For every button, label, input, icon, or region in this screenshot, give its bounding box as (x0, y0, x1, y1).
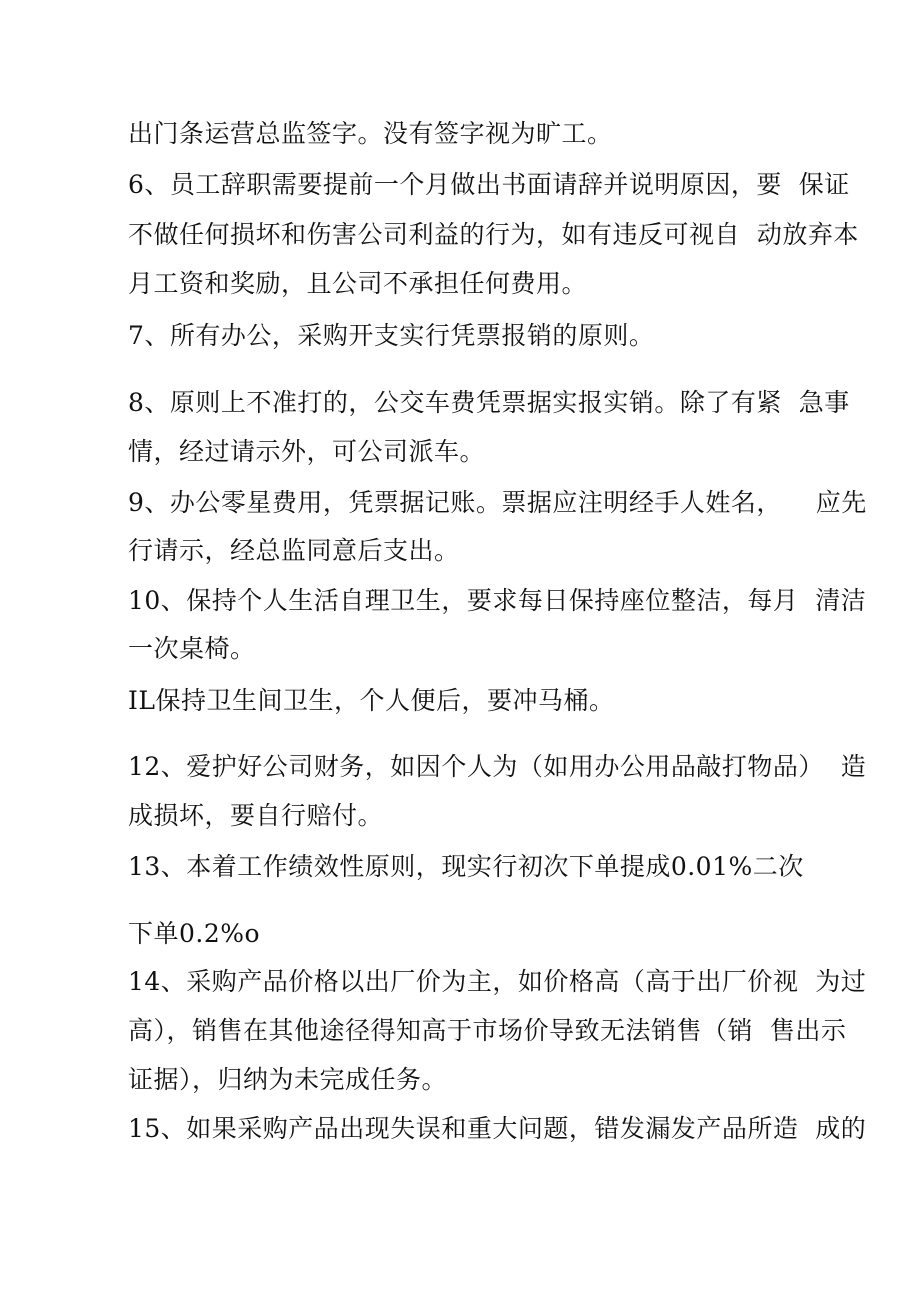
text-line-18: 高），销售在其他途径得知高于市场价导致无法销售（销 售出示 (128, 1016, 847, 1045)
text-line-6: 8、原则上不准打的，公交车费凭票据实报实销。除了有紧 急事 (128, 388, 850, 417)
text-line-2: 6、员工辞职需要提前一个月做出书面请辞并说明原因，要 保证 (128, 170, 850, 199)
text-line-17: 14、采购产品价格以出厂价为主，如价格高（高于出厂价视 为过 (128, 967, 867, 996)
text-line-5: 7、所有办公，采购开支实行凭票报销的原则。 (128, 321, 655, 350)
text-line-19: 证据），归纳为未完成任务。 (128, 1065, 448, 1094)
text-line-12: IL保持卫生间卫生，个人便后，要冲马桶。 (128, 686, 615, 715)
text-line-4: 月工资和奖励，且公司不承担任何费用。 (128, 269, 588, 298)
text-line-1: 出门条运营总监签字。没有签字视为旷工。 (128, 119, 613, 148)
text-line-14: 成损坏，要自行赔付。 (128, 801, 384, 830)
text-line-16: 下单0.2%o (128, 919, 261, 948)
text-line-9: 行请示，经总监同意后支出。 (128, 536, 460, 565)
text-line-3: 不做任何损坏和伤害公司利益的行为，如有违反可视自 动放弃本 (128, 220, 859, 249)
text-line-20: 15、如果采购产品出现失误和重大问题，错发漏发产品所造 成的 (128, 1114, 867, 1143)
text-line-13: 12、爱护好公司财务，如因个人为（如用办公用品敲打物品） 造 (128, 752, 867, 781)
text-line-15: 13、本着工作绩效性原则，现实行初次下单提成0.01%二次 (128, 852, 804, 881)
text-line-10: 10、保持个人生活自理卫生，要求每日保持座位整洁，每月 清洁 (128, 586, 867, 615)
text-line-7: 情，经过请示外，可公司派车。 (128, 437, 486, 466)
text-line-8: 9、办公零星费用，凭票据记账。票据应注明经手人姓名， 应先 (128, 488, 867, 517)
text-line-11: 一次桌椅。 (128, 634, 256, 663)
